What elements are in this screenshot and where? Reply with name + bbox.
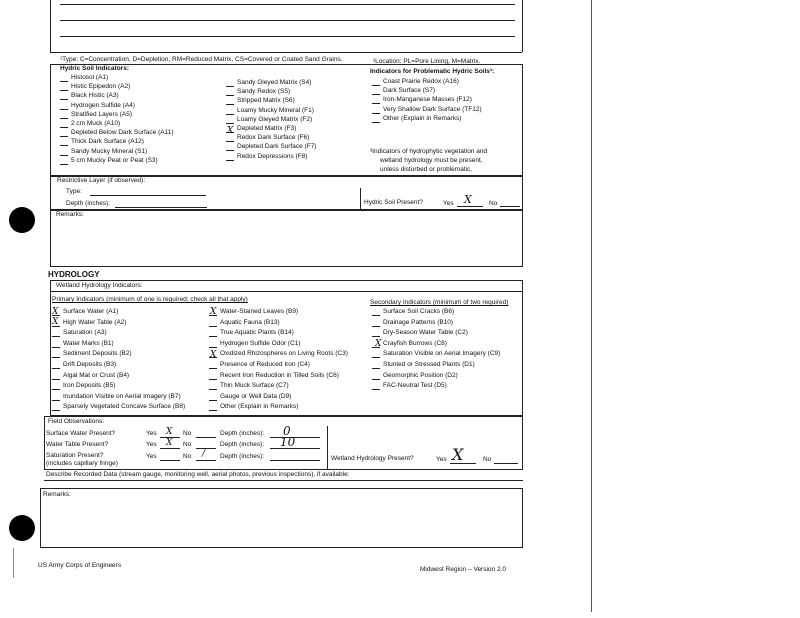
- problematic-indicator-item: [372, 96, 472, 104]
- restrictive-depth-label: Depth (inches):: [66, 200, 111, 207]
- primary-indicator-item: [52, 308, 118, 316]
- soil-indicator-label: Depleted Dark Surface (F7): [237, 143, 317, 151]
- restrictive-type-line: [90, 195, 206, 196]
- hydric-soil-no-line: [500, 206, 520, 207]
- primary-indicator-label: Thin Muck Surface (C7): [220, 382, 289, 390]
- page-right-edge: [591, 0, 592, 612]
- soil-indicator-item: [226, 107, 314, 115]
- hydrology-header-rule: [50, 291, 523, 292]
- primary-indicator-item: [52, 361, 116, 369]
- soil-indicator-label: Loamy Mucky Mineral (F1): [237, 106, 314, 114]
- check-blank[interactable]: [52, 351, 60, 358]
- check-blank[interactable]: [60, 75, 68, 82]
- soil-remarks-box: [50, 210, 523, 267]
- primary-indicator-label: Gauge or Well Data (D9): [220, 392, 292, 400]
- soil-indicator-item: [60, 111, 132, 119]
- secondary-indicator-label: Dry-Season Water Table (C2): [383, 329, 468, 337]
- describe-rule: [44, 480, 523, 481]
- soil-indicator-item: [60, 138, 144, 146]
- secondary-indicator-label: Stunted or Stressed Plants (D1): [383, 361, 475, 368]
- soil-indicator-label: Histosol (A1): [71, 74, 109, 81]
- check-blank[interactable]: [52, 362, 60, 369]
- water-table-yes-line: [160, 448, 180, 449]
- soil-indicator-label: Thick Dark Surface (A12): [71, 138, 144, 146]
- check-blank[interactable]: [372, 88, 380, 95]
- check-blank[interactable]: [60, 84, 68, 91]
- primary-indicator-label: Drift Deposits (B3): [63, 361, 117, 368]
- check-blank[interactable]: [372, 116, 380, 123]
- primary-indicator-label: Hydrogen Sulfide Odor (C1): [220, 339, 301, 347]
- soil-indicator-label: Hydrogen Sulfide (A4): [71, 101, 135, 109]
- water-table-yes-mark: X: [166, 438, 173, 448]
- soil-indicator-item: [226, 153, 307, 161]
- secondary-indicator-item: [372, 372, 458, 380]
- check-blank[interactable]: [52, 341, 60, 348]
- problematic-indicator-label: Very Shallow Dark Surface (TF12): [383, 105, 482, 113]
- water-table-no-line: [196, 448, 216, 449]
- primary-indicator-label: True Aquatic Plants (B14): [220, 329, 294, 337]
- primary-indicator-item: [52, 340, 114, 348]
- top-table-left-border: [50, 0, 51, 52]
- primary-indicator-item: [52, 319, 127, 327]
- soil-indicator-item: [226, 125, 297, 136]
- check-blank[interactable]: [372, 107, 380, 114]
- saturation-yes-label: Yes: [146, 453, 157, 460]
- saturation-capillary-label: (includes capillary fringe): [46, 460, 118, 467]
- soil-indicator-item: [60, 120, 120, 128]
- soil-indicator-label: Redox Depressions (F8): [237, 152, 308, 160]
- primary-indicator-label: Sparsely Vegetated Concave Surface (B8): [63, 403, 186, 411]
- soil-indicator-item: [60, 83, 130, 91]
- soil-indicator-label: Stratified Layers (A5): [71, 110, 133, 118]
- soil-indicator-label: Sandy Mucky Mineral (S1): [71, 147, 148, 155]
- secondary-indicator-label: Geomorphic Position (D2): [383, 371, 458, 379]
- primary-indicator-label: Water-Stained Leaves (B9): [220, 308, 299, 315]
- soil-indicator-label: 2 cm Muck (A10): [71, 120, 121, 127]
- soil-indicator-item: [226, 134, 309, 142]
- primary-indicator-item: [209, 372, 339, 380]
- hydric-soil-yes-label: Yes: [443, 200, 454, 207]
- soil-footnote-line1: ³Indicators of hydrophytic vegetation and: [370, 148, 488, 155]
- soil-indicator-label: Depleted Below Dark Surface (A11): [71, 129, 174, 137]
- field-observations-divider: [327, 426, 328, 470]
- check-blank[interactable]: [226, 144, 234, 151]
- surface-water-yes-label: Yes: [146, 430, 157, 437]
- crayfish-burrows-check: X: [375, 339, 382, 349]
- depleted-matrix-check: X: [227, 126, 234, 136]
- binder-hole-top: [9, 207, 35, 233]
- saturation-no-line: [196, 460, 216, 461]
- saturation-yes-line: [160, 460, 180, 461]
- water-table-depth-label: Depth (inches):: [220, 441, 265, 448]
- check-blank[interactable]: [52, 383, 60, 390]
- check-blank[interactable]: [226, 98, 234, 105]
- check-blank[interactable]: [209, 330, 217, 337]
- hydrology-title: HYDROLOGY: [48, 270, 100, 279]
- problematic-indicator-item: [372, 115, 461, 123]
- secondary-indicators-header: Secondary Indicators (minimum of two required): [370, 299, 509, 306]
- soil-indicator-item: [226, 97, 295, 105]
- soil-indicator-item: [60, 92, 119, 100]
- surface-water-depth-label: Depth (inches):: [220, 430, 265, 437]
- describe-recorded-data: Describe Recorded Data (stream gauge, monitoring well, aerial photos, previous inspections), if available:: [46, 471, 350, 478]
- primary-indicator-label: Sediment Deposits (B2): [63, 350, 132, 358]
- check-blank[interactable]: [372, 320, 380, 327]
- soil-indicator-label: Black Histic (A3): [71, 92, 119, 100]
- soil-remarks-label: Remarks:: [56, 211, 84, 218]
- check-blank[interactable]: [60, 158, 68, 165]
- primary-indicator-item: [52, 372, 129, 380]
- wetland-hydrology-yes-label: Yes: [436, 456, 447, 463]
- check-blank[interactable]: [60, 112, 68, 119]
- hydrology-remarks-label: Remarks:: [43, 491, 71, 498]
- soil-type-footnote: ¹Type: C=Concentration, D=Depletion, RM=Reduced Matrix, CS=Covered or Coated Sand Grains.: [60, 56, 343, 63]
- primary-indicator-label: Surface Water (A1): [63, 308, 119, 315]
- wetland-hydrology-no-line: [494, 463, 518, 464]
- check-blank[interactable]: [209, 404, 217, 411]
- check-blank[interactable]: [372, 351, 380, 358]
- secondary-indicator-item: [372, 308, 454, 316]
- soil-indicator-label: Sandy Redox (S5): [237, 88, 291, 96]
- hydric-soil-no-label: No: [489, 200, 498, 207]
- check-blank[interactable]: [226, 80, 234, 87]
- primary-indicator-item: [209, 340, 301, 348]
- check-blank[interactable]: [60, 103, 68, 110]
- soil-indicator-label: Loamy Gleyed Matrix (F2): [237, 115, 313, 123]
- check-blank[interactable]: [209, 373, 217, 380]
- check-blank[interactable]: [372, 79, 380, 86]
- soil-indicator-label: Stripped Matrix (S6): [237, 97, 295, 105]
- soil-indicator-item: [60, 157, 158, 165]
- primary-indicator-label: Other (Explain in Remarks): [220, 403, 299, 411]
- check-blank[interactable]: [372, 97, 380, 104]
- check-blank[interactable]: [226, 135, 234, 142]
- soil-indicator-item: [226, 116, 312, 124]
- secondary-indicator-item: [372, 361, 475, 369]
- restrictive-type-label: Type:: [66, 188, 82, 195]
- saturation-depth-label: Depth (inches):: [220, 453, 265, 460]
- primary-indicator-label: Oxidized Rhizospheres on Living Roots (C3): [220, 350, 348, 358]
- primary-indicator-item: [52, 382, 115, 390]
- top-table-right-border: [522, 0, 523, 52]
- problematic-indicators-header: Indicators for Problematic Hydric Soils³:: [370, 68, 495, 75]
- primary-indicator-label: Recent Iron Reduction in Tilled Soils (C6): [220, 371, 339, 379]
- soil-indicator-label: Redox Dark Surface (F6): [237, 134, 310, 142]
- check-blank[interactable]: [60, 93, 68, 100]
- wetland-hydrology-present-label: Wetland Hydrology Present?: [331, 455, 414, 462]
- surface-water-no-line: [196, 437, 216, 438]
- hydric-soil-present-label: Hydric Soil Present?: [364, 199, 423, 206]
- soil-indicator-item: [60, 148, 147, 156]
- primary-indicators-header: Primary Indicators (minimum of one is required; check all that apply): [52, 296, 248, 303]
- soil-location-footnote: ²Location: PL=Pore Lining, M=Matrix.: [373, 58, 481, 65]
- check-blank[interactable]: [226, 89, 234, 96]
- problematic-indicator-item: [372, 87, 435, 95]
- page-left-edge-mark: [13, 548, 14, 578]
- water-stained-leaves-check: X: [210, 307, 217, 317]
- primary-indicator-item: [52, 393, 181, 401]
- high-water-table-check: X: [52, 317, 59, 327]
- wetland-hydrology-no-label: No: [483, 456, 492, 463]
- restrictive-layer-header: Restrictive Layer (if observed):: [57, 177, 146, 184]
- primary-indicator-item: [209, 403, 298, 411]
- hydric-soil-yes-line: [457, 206, 483, 207]
- problematic-indicator-label: Other (Explain in Remarks): [383, 114, 462, 122]
- saturation-no-label: No: [183, 453, 192, 460]
- primary-indicator-label: Algal Mat or Crust (B4): [63, 371, 130, 379]
- check-blank[interactable]: [52, 404, 60, 411]
- primary-indicator-label: Water Marks (B1): [63, 339, 114, 347]
- problematic-indicator-label: Iron-Manganese Masses (F12): [383, 96, 472, 104]
- problematic-indicator-item: [372, 106, 482, 114]
- top-table-rule: [60, 36, 515, 37]
- primary-indicator-item: [209, 350, 348, 358]
- restrictive-depth-line: [115, 207, 207, 208]
- primary-indicator-label: High Water Table (A2): [63, 318, 127, 326]
- surface-water-depth-value: 0: [283, 424, 291, 438]
- top-table-bottom: [50, 52, 522, 53]
- hydrology-indicators-header: Wetland Hydrology Indicators:: [56, 282, 143, 289]
- check-blank[interactable]: [372, 373, 380, 380]
- check-blank[interactable]: [209, 394, 217, 401]
- saturation-no-mark: /: [202, 449, 206, 459]
- check-blank[interactable]: [60, 121, 68, 128]
- hydric-soil-yes-mark: X: [464, 193, 472, 206]
- check-blank[interactable]: [60, 139, 68, 146]
- check-blank[interactable]: [209, 341, 217, 348]
- wetland-hydrology-yes-mark: X: [452, 445, 464, 464]
- footer-right: Midwest Region – Version 2.0: [420, 566, 506, 573]
- check-blank[interactable]: [60, 149, 68, 156]
- water-table-yes-label: Yes: [146, 441, 157, 448]
- check-blank[interactable]: [372, 383, 380, 390]
- check-blank[interactable]: [226, 108, 234, 115]
- footer-left: US Army Corps of Engineers: [38, 562, 122, 569]
- check-blank[interactable]: [226, 117, 234, 124]
- check-blank[interactable]: [52, 330, 60, 337]
- primary-indicator-label: Inundation Visible on Aerial Imagery (B7): [63, 392, 181, 400]
- top-table-rule: [60, 4, 515, 5]
- soil-indicator-item: [226, 143, 316, 151]
- soil-indicator-item: [60, 129, 173, 137]
- hydric-soil-indicators-header: Hydric Soil Indicators:: [60, 65, 129, 72]
- secondary-indicator-label: FAC-Neutral Test (D5): [383, 382, 447, 390]
- primary-indicator-item: [52, 350, 132, 358]
- check-blank[interactable]: [209, 383, 217, 390]
- soil-indicator-label: Sandy Gleyed Matrix (S4): [237, 79, 312, 86]
- check-blank[interactable]: [209, 362, 217, 369]
- saturation-present-label: Saturation Present?: [46, 452, 104, 459]
- secondary-indicator-item: [372, 350, 500, 358]
- secondary-indicator-item: [372, 329, 468, 337]
- primary-indicator-label: Iron Deposits (B5): [63, 382, 116, 390]
- primary-indicator-label: Saturation (A3): [63, 329, 107, 337]
- primary-indicator-item: [209, 382, 289, 390]
- check-blank[interactable]: [226, 154, 234, 161]
- primary-indicator-item: [52, 329, 107, 337]
- secondary-indicator-label: Surface Soil Cracks (B6): [383, 308, 455, 315]
- secondary-indicator-label: Crayfish Burrows (C8): [383, 339, 447, 347]
- primary-indicator-item: [52, 403, 185, 411]
- surface-water-yes-mark: X: [166, 427, 173, 437]
- soil-indicator-item: [226, 79, 311, 87]
- primary-indicator-item: [209, 361, 310, 369]
- soil-indicator-item: [60, 74, 108, 82]
- saturation-depth-line: [270, 460, 320, 461]
- top-table-rule: [60, 20, 515, 21]
- surface-water-present-label: Surface Water Present?: [46, 430, 116, 437]
- check-blank[interactable]: [372, 309, 380, 316]
- surface-water-check: X: [52, 307, 59, 317]
- soil-indicator-item: [60, 102, 135, 110]
- secondary-indicator-item: [372, 340, 447, 348]
- water-table-no-label: No: [183, 441, 192, 448]
- water-table-depth-value: 10: [280, 435, 296, 449]
- soil-footnote-line2: wetland hydrology must be present,: [380, 157, 483, 164]
- check-blank[interactable]: [60, 130, 68, 137]
- soil-footnote-line3: unless disturbed or problematic.: [380, 166, 473, 173]
- check-blank[interactable]: [372, 362, 380, 369]
- water-table-present-label: Water Table Present?: [46, 441, 109, 448]
- primary-indicator-label: Presence of Reduced Iron (C4): [220, 361, 310, 368]
- restrictive-divider: [360, 188, 361, 210]
- primary-indicator-label: Aquatic Fauna (B13): [220, 318, 280, 326]
- soil-indicator-label: 5 cm Mucky Peat or Peat (S3): [71, 156, 158, 164]
- secondary-indicator-item: [372, 382, 447, 390]
- check-blank[interactable]: [209, 320, 217, 327]
- secondary-indicator-label: Saturation Visible on Aerial Imagery (C9): [383, 350, 501, 358]
- check-blank[interactable]: [372, 330, 380, 337]
- surface-water-no-label: No: [183, 430, 192, 437]
- soil-indicator-label: Depleted Matrix (F3): [237, 125, 297, 132]
- problematic-indicator-item: [372, 78, 459, 86]
- soil-indicator-label: Histic Epipedon (A2): [71, 83, 131, 91]
- primary-indicator-item: [209, 319, 280, 327]
- primary-indicator-item: [209, 308, 298, 316]
- check-blank[interactable]: [52, 394, 60, 401]
- hydrology-remarks-box: [40, 488, 523, 548]
- primary-indicator-item: [209, 393, 291, 401]
- problematic-indicator-label: Dark Surface (S7): [383, 87, 436, 95]
- binder-hole-bottom: [9, 515, 35, 541]
- problematic-indicator-label: Coast Prairie Redox (A16): [383, 78, 459, 85]
- oxidized-rhizospheres-check: X: [210, 350, 217, 360]
- secondary-indicator-item: [372, 319, 453, 327]
- check-blank[interactable]: [52, 373, 60, 380]
- secondary-indicator-label: Drainage Patterns (B10): [383, 318, 454, 326]
- soil-indicator-item: [226, 88, 290, 96]
- primary-indicator-item: [209, 329, 294, 337]
- field-observations-header: Field Observations:: [48, 418, 104, 425]
